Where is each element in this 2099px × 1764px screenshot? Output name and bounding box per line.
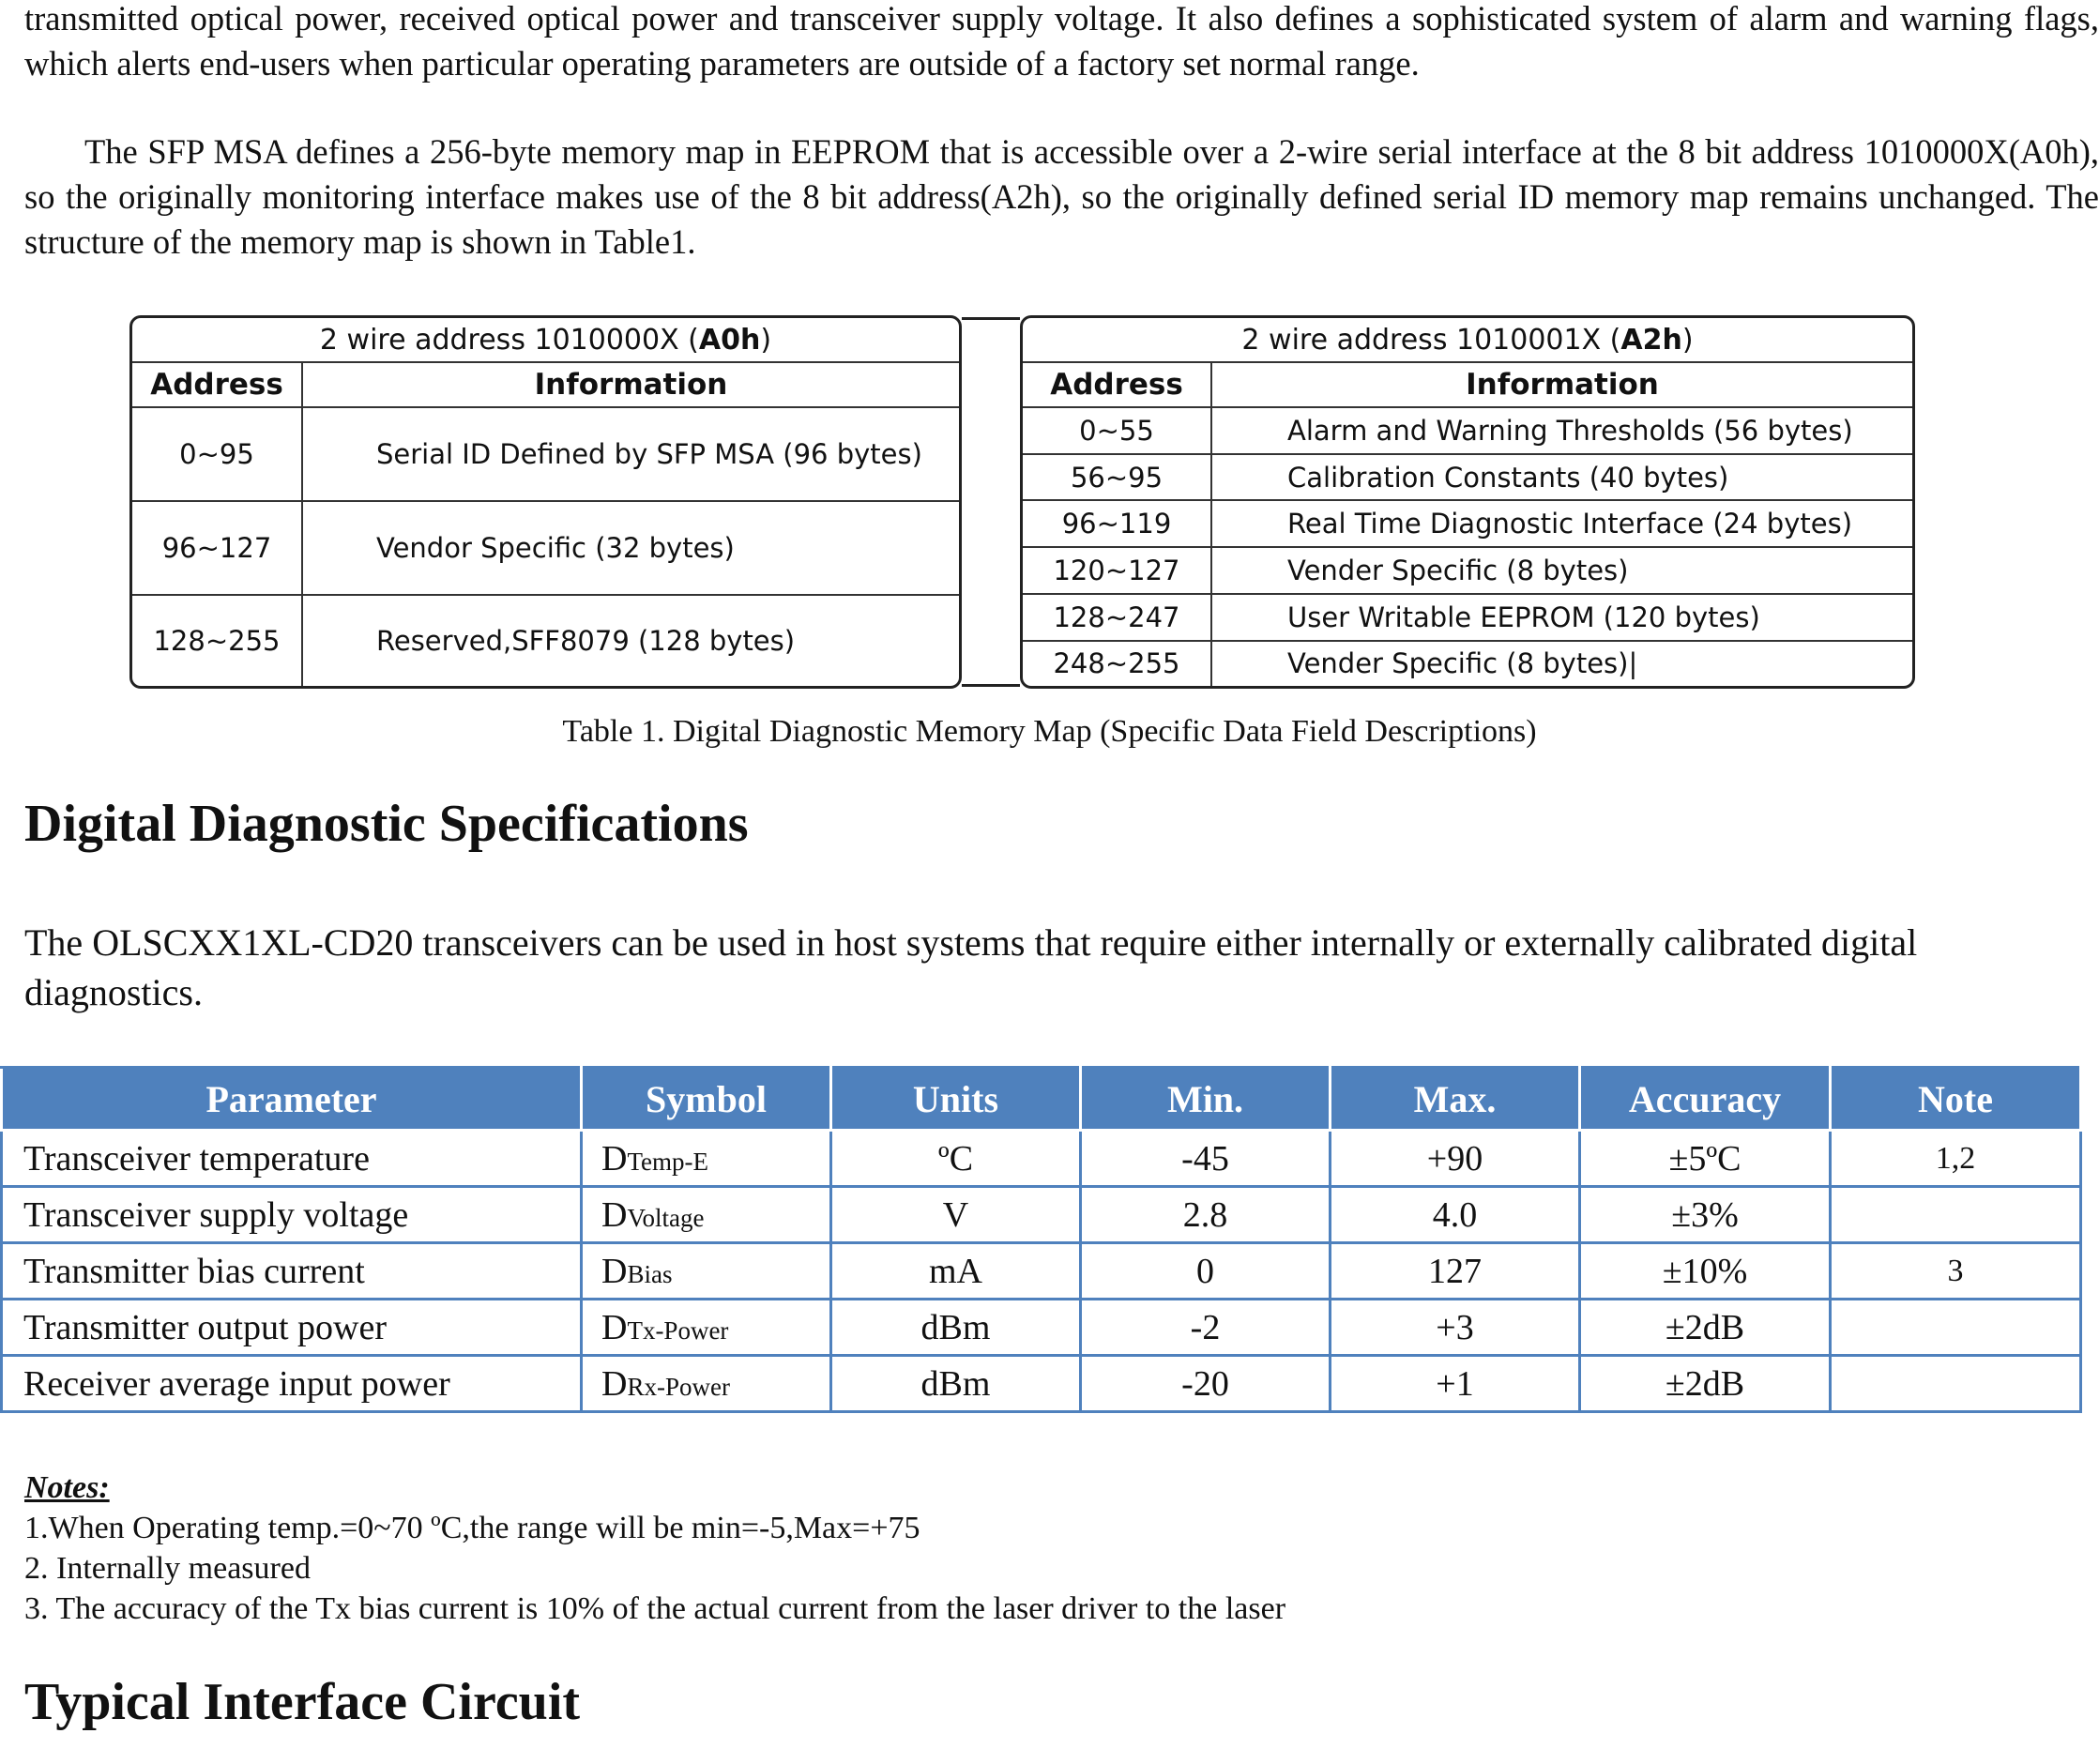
- max-cell: 4.0: [1331, 1187, 1580, 1243]
- header-symbol: Symbol: [582, 1068, 831, 1131]
- table-row: [2, 1187, 2081, 1243]
- table-row: [1023, 407, 1912, 454]
- memory-map-a0h: [129, 315, 962, 689]
- info-cell: Vender Specific (8 bytes)|: [1211, 641, 1912, 686]
- min-cell: -2: [1081, 1300, 1331, 1356]
- table-row: [1023, 454, 1912, 501]
- address-cell: 0~95: [132, 407, 302, 501]
- note-item: 3. The accuracy of the Tx bias current is 10% of the actual current from the laser driver to the laser: [24, 1591, 1286, 1626]
- units-cell: mA: [831, 1243, 1081, 1300]
- symbol-cell: DRx-Power: [582, 1356, 831, 1412]
- accuracy-cell: ±10%: [1580, 1243, 1831, 1300]
- memory-map-a2h-title: 2 wire address 1010001X (A2h): [1023, 318, 1912, 362]
- accuracy-cell: ±3%: [1580, 1187, 1831, 1243]
- symbol-cell: DTx-Power: [582, 1300, 831, 1356]
- col-header-address: Address: [1023, 362, 1211, 407]
- table-row: [2, 1356, 2081, 1412]
- address-cell: 96~127: [132, 501, 302, 595]
- parameter-cell: Transmitter output power: [2, 1300, 582, 1356]
- note-item: 1.When Operating temp.=0~70 ºC,the range will be min=-5,Max=+75: [24, 1511, 920, 1545]
- parameter-cell: Transceiver supply voltage: [2, 1187, 582, 1243]
- min-cell: 2.8: [1081, 1187, 1331, 1243]
- header-max: Max.: [1331, 1068, 1580, 1131]
- note-cell: [1831, 1356, 2081, 1412]
- header-parameter: Parameter: [2, 1068, 582, 1131]
- col-header-information: Information: [1211, 362, 1912, 407]
- header-units: Units: [831, 1068, 1081, 1131]
- symbol-cell: DBias: [582, 1243, 831, 1300]
- note-cell: 1,2: [1831, 1131, 2081, 1187]
- units-cell: V: [831, 1187, 1081, 1243]
- table-row: [2, 1131, 2081, 1187]
- address-cell: 248~255: [1023, 641, 1211, 686]
- info-cell: User Writable EEPROM (120 bytes): [1211, 594, 1912, 641]
- info-cell: Alarm and Warning Thresholds (56 bytes): [1211, 407, 1912, 454]
- address-cell: 0~55: [1023, 407, 1211, 454]
- accuracy-cell: ±2dB: [1580, 1356, 1831, 1412]
- info-cell: Vendor Specific (32 bytes): [302, 501, 959, 595]
- units-cell: dBm: [831, 1300, 1081, 1356]
- max-cell: +90: [1331, 1131, 1580, 1187]
- accuracy-cell: ±5ºC: [1580, 1131, 1831, 1187]
- max-cell: 127: [1331, 1243, 1580, 1300]
- memory-map-a2h: [1020, 315, 1915, 689]
- memory-map-separator: [962, 317, 1020, 687]
- max-cell: +3: [1331, 1300, 1580, 1356]
- table-row: [132, 407, 959, 501]
- col-header-address: Address: [132, 362, 302, 407]
- max-cell: +1: [1331, 1356, 1580, 1412]
- col-header-information: Information: [302, 362, 959, 407]
- address-cell: 96~119: [1023, 500, 1211, 547]
- table-row: [1023, 641, 1912, 686]
- min-cell: -45: [1081, 1131, 1331, 1187]
- note-cell: [1831, 1187, 2081, 1243]
- address-cell: 56~95: [1023, 454, 1211, 501]
- table-row: [132, 501, 959, 595]
- units-cell: dBm: [831, 1356, 1081, 1412]
- notes-title: Notes:: [24, 1470, 110, 1505]
- section-heading-interface-circuit: Typical Interface Circuit: [24, 1673, 581, 1731]
- min-cell: 0: [1081, 1243, 1331, 1300]
- address-cell: 120~127: [1023, 547, 1211, 594]
- table-row: [1023, 594, 1912, 641]
- note-item: 2. Internally measured: [24, 1551, 311, 1586]
- table-row: [2, 1243, 2081, 1300]
- table-row: [1023, 547, 1912, 594]
- info-cell: Serial ID Defined by SFP MSA (96 bytes): [302, 407, 959, 501]
- diagnostic-spec-table: [0, 1066, 2082, 1413]
- note-cell: 3: [1831, 1243, 2081, 1300]
- min-cell: -20: [1081, 1356, 1331, 1412]
- parameter-cell: Transceiver temperature: [2, 1131, 582, 1187]
- note-cell: [1831, 1300, 2081, 1356]
- units-cell: ºC: [831, 1131, 1081, 1187]
- info-cell: Calibration Constants (40 bytes): [1211, 454, 1912, 501]
- header-accuracy: Accuracy: [1580, 1068, 1831, 1131]
- table-row: [132, 595, 959, 686]
- intro-paragraph-1: transmitted optical power, received optical power and transceiver supply voltage. It also defines a sophisticated system of alarm and warning flags, which alerts end-users when particular operating parameters are outside of a factory set normal range.: [24, 0, 2099, 83]
- notes-section: [24, 1467, 1285, 1629]
- table-caption: Table 1. Digital Diagnostic Memory Map (Specific Data Field Descriptions): [562, 714, 1537, 749]
- parameter-cell: Receiver average input power: [2, 1356, 582, 1412]
- table-row: [2, 1300, 2081, 1356]
- info-cell: Vender Specific (8 bytes): [1211, 547, 1912, 594]
- address-cell: 128~255: [132, 595, 302, 686]
- symbol-cell: DVoltage: [582, 1187, 831, 1243]
- info-cell: Real Time Diagnostic Interface (24 bytes): [1211, 500, 1912, 547]
- info-cell: Reserved,SFF8079 (128 bytes): [302, 595, 959, 686]
- table-header-row: [2, 1068, 2081, 1131]
- accuracy-cell: ±2dB: [1580, 1300, 1831, 1356]
- header-note: Note: [1831, 1068, 2081, 1131]
- memory-map-a0h-title: 2 wire address 1010000X (A0h): [132, 318, 959, 362]
- section-heading-digital-diagnostic: Digital Diagnostic Specifications: [24, 795, 749, 853]
- table-row: [1023, 500, 1912, 547]
- intro-paragraph-2: The SFP MSA defines a 256-byte memory map in EEPROM that is accessible over a 2-wire serial interface at the 8 bit address 1010000X(A0h), so the originally monitoring interface makes use of the 8 bit address(A2h), so the originally defined serial ID memory map remains unchanged. The structure of the memory map is shown in Table1.: [24, 132, 2099, 261]
- section-body: The OLSCXX1XL-CD20 transceivers can be used in host systems that require either internally or externally calibrated digital diagnostics.: [24, 921, 1927, 1013]
- parameter-cell: Transmitter bias current: [2, 1243, 582, 1300]
- symbol-cell: DTemp-E: [582, 1131, 831, 1187]
- header-min: Min.: [1081, 1068, 1331, 1131]
- address-cell: 128~247: [1023, 594, 1211, 641]
